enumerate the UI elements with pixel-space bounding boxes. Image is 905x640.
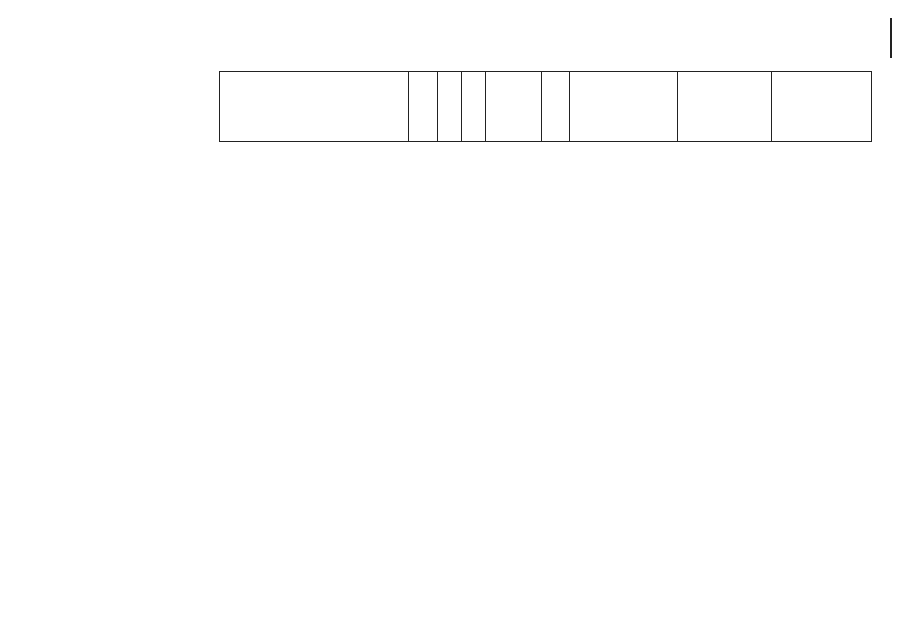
header-rz — [438, 72, 462, 142]
header-pr — [462, 72, 486, 142]
header-table — [219, 71, 872, 142]
header-deviation — [772, 72, 872, 142]
scan-edge-line — [890, 18, 892, 58]
header-csr — [486, 72, 542, 142]
header-ved — [409, 72, 438, 142]
header-name — [220, 72, 409, 142]
header-executed — [678, 72, 772, 142]
header-approved — [570, 72, 678, 142]
header-vr — [542, 72, 570, 142]
